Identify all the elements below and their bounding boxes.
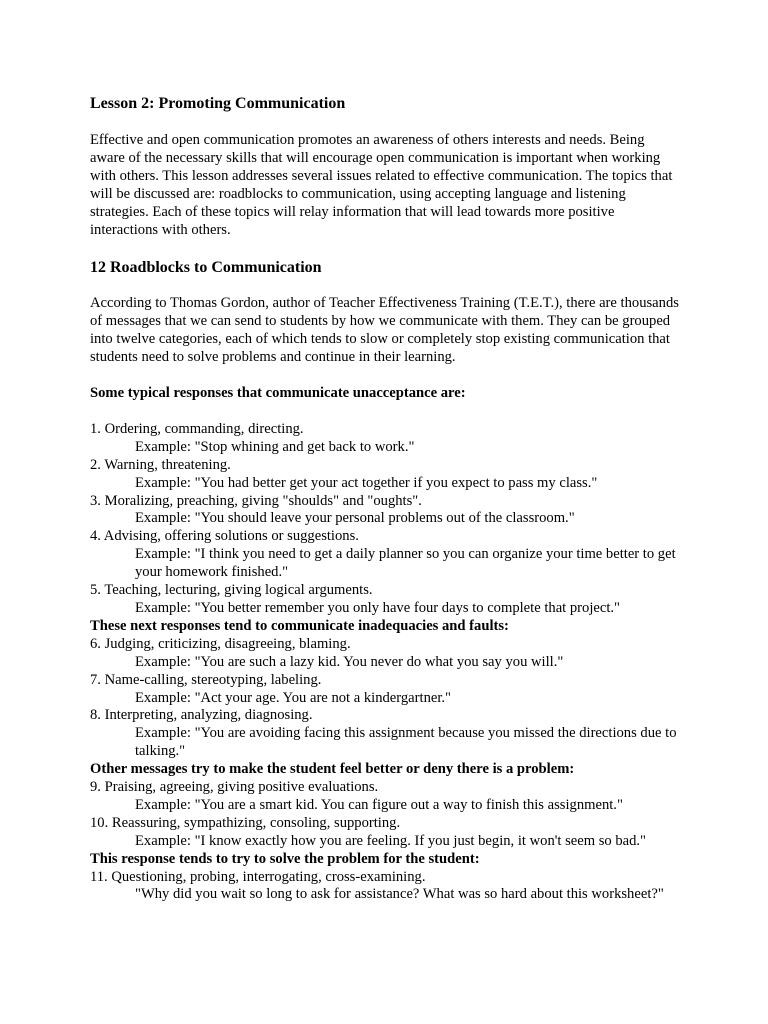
list-item-label: 3. Moralizing, preaching, giving "shoulds" and "oughts". — [90, 492, 422, 509]
lesson-title: Lesson 2: Promoting Communication — [90, 95, 346, 112]
list-item-example: Example: "Stop whining and get back to work." — [135, 438, 415, 455]
inadequacies-heading: These next responses tend to communicate inadequacies and faults: — [90, 617, 509, 634]
list-item-example: Example: "You are avoiding facing this assignment because you missed the directions due to talking." — [135, 725, 677, 760]
gordon-paragraph: According to Thomas Gordon, author of Teacher Effectiveness Training (T.E.T.), there are thousands of messages that we can send to students by how we communicate with them. They can be grouped into twelve categories, each of which tends to slow or completely stop existing communication that students need to solve problems and continue in their learning. — [90, 295, 679, 365]
list-item-example: Example: "Act your age. You are not a kindergartner." — [135, 689, 452, 706]
list-item-label: 11. Questioning, probing, interrogating, cross-examining. — [90, 868, 426, 885]
list-item-label: 8. Interpreting, analyzing, diagnosing. — [90, 707, 313, 724]
list-item-example: Example: "You better remember you only have four days to complete that project." — [135, 599, 620, 616]
list-item-label: 2. Warning, threatening. — [90, 456, 231, 473]
list-item-label: 7. Name-calling, stereotyping, labeling. — [90, 671, 322, 688]
list-item-label: 4. Advising, offering solutions or suggestions. — [90, 528, 359, 545]
list-item-example: Example: "I know exactly how you are feeling. If you just begin, it won't seem so bad." — [135, 832, 647, 849]
list-item-label: 1. Ordering, commanding, directing. — [90, 420, 304, 437]
solve-problem-heading: This response tends to try to solve the problem for the student: — [90, 850, 480, 867]
list-item-example: Example: "I think you need to get a daily planner so you can organize your time better to get your homework finished." — [135, 546, 676, 581]
unacceptance-heading: Some typical responses that communicate unacceptance are: — [90, 385, 466, 401]
list-item-label: 6. Judging, criticizing, disagreeing, blaming. — [90, 635, 351, 652]
roadblocks-title: 12 Roadblocks to Communication — [90, 259, 322, 276]
list-item-example: Example: "You are such a lazy kid. You never do what you say you will." — [135, 653, 564, 670]
feel-better-heading: Other messages try to make the student feel better or deny there is a problem: — [90, 761, 575, 778]
roadblocks-list — [90, 385, 690, 904]
list-item-example: Example: "You should leave your personal problems out of the classroom." — [135, 510, 575, 527]
list-item-example: Example: "You are a smart kid. You can figure out a way to finish this assignment." — [135, 796, 623, 813]
list-item-label: 10. Reassuring, sympathizing, consoling, supporting. — [90, 814, 401, 831]
list-item-example: "Why did you wait so long to ask for assistance? What was so hard about this worksheet?" — [135, 886, 664, 903]
list-item-example: Example: "You had better get your act together if you expect to pass my class." — [135, 474, 598, 491]
intro-paragraph: Effective and open communication promotes an awareness of others interests and needs. Being aware of the necessary skills that will encourage open communication is important when working with others. This lesson addresses several issues related to effective communication. The topics that will be discussed are: roadblocks to communication, using accepting language and listening strategies. Each of these topics will relay information that will lead towards more positive interactions with others. — [90, 132, 673, 238]
list-item-label: 9. Praising, agreeing, giving positive evaluations. — [90, 779, 379, 796]
list-item-label: 5. Teaching, lecturing, giving logical arguments. — [90, 582, 373, 599]
